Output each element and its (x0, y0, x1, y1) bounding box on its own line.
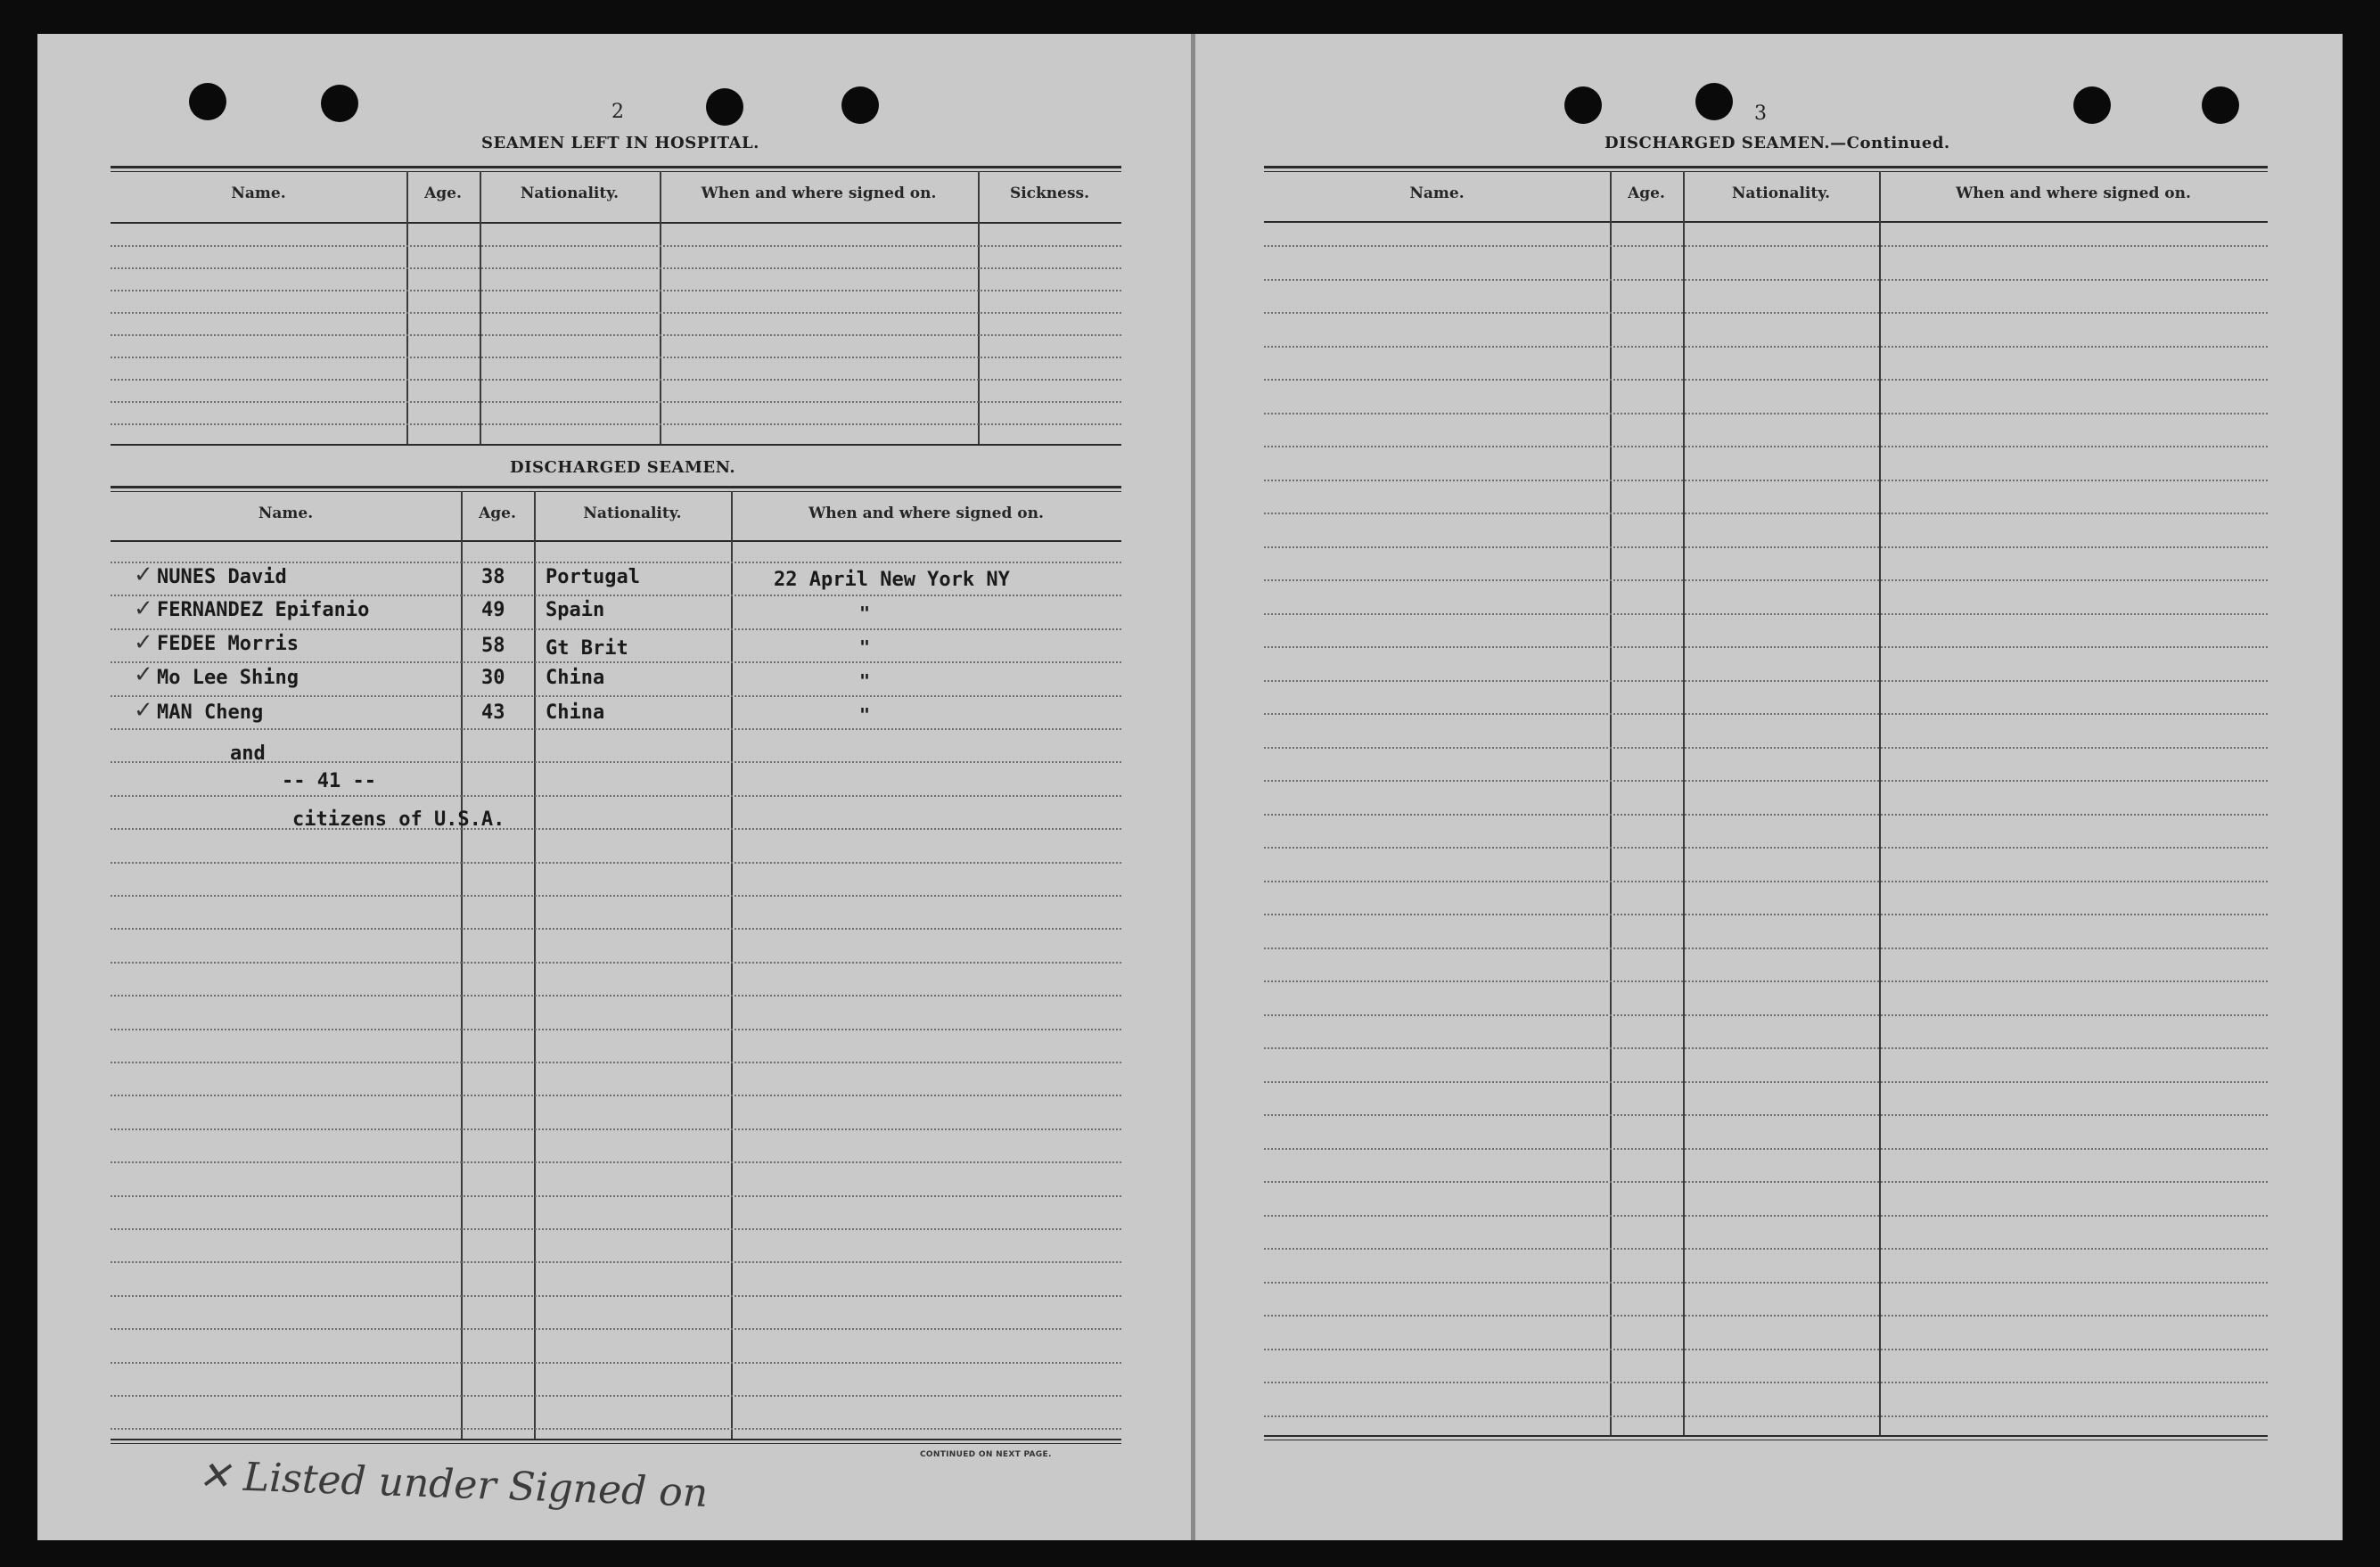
seaman-name: Mo Lee Shing (157, 667, 299, 689)
hospital-col-name: Name. (231, 185, 286, 202)
row-line (111, 423, 1121, 425)
hospital-col-signed-on: When and where signed on. (701, 185, 937, 202)
tick-mark: ✓ (134, 661, 153, 688)
seaman-nationality: Portugal (546, 566, 640, 588)
page-fold (1191, 34, 1195, 1540)
note-and: and (230, 742, 266, 765)
row-line (111, 795, 1121, 797)
row-line (111, 1161, 1121, 1163)
seaman-nationality: China (546, 667, 605, 689)
row-line (111, 895, 1121, 897)
row-line (111, 962, 1121, 964)
seaman-age: 38 (481, 566, 505, 588)
row-line (1264, 413, 2268, 414)
row-line (1264, 579, 2268, 581)
discharged-section-title: DISCHARGED SEAMEN. (510, 458, 736, 477)
hospital-col-nationality: Nationality. (520, 185, 620, 202)
seaman-nationality: Gt Brit (546, 637, 628, 660)
hospital-col-divider (660, 171, 661, 444)
hospital-col-divider (480, 171, 481, 444)
row-line (111, 334, 1121, 336)
row-line (111, 1395, 1121, 1397)
right-col-divider (1610, 171, 1612, 1435)
discharged-col-age: Age. (479, 505, 516, 522)
hospital-top-rule-thin (111, 171, 1121, 172)
row-line (111, 661, 1121, 663)
hospital-top-rule (111, 166, 1121, 168)
row-line (1264, 379, 2268, 381)
row-line (1264, 279, 2268, 281)
hospital-col-sickness: Sickness. (1009, 185, 1090, 202)
hospital-bottom-rule (111, 444, 1121, 446)
row-line (1264, 513, 2268, 514)
row-line (111, 728, 1121, 730)
row-line (111, 1295, 1121, 1297)
row-line (1264, 747, 2268, 749)
discharged-top-rule-thin (111, 491, 1121, 492)
row-line (111, 562, 1121, 563)
punch-hole (2073, 86, 2111, 124)
tick-mark: ✓ (134, 595, 153, 622)
discharged-col-name: Name. (258, 505, 314, 522)
ditto-mark: " (859, 704, 871, 726)
punch-hole (2202, 86, 2239, 124)
row-line (111, 267, 1121, 269)
punch-hole (1695, 83, 1733, 120)
note-count: -- 41 -- (282, 770, 376, 792)
discharged-bottom-rule-thin (111, 1443, 1121, 1444)
seaman-age: 43 (481, 701, 505, 724)
row-line (111, 1362, 1121, 1364)
right-col-divider (1683, 171, 1685, 1435)
row-line (111, 379, 1121, 381)
row-line (1264, 1181, 2268, 1183)
row-line (111, 401, 1121, 403)
row-line (111, 312, 1121, 314)
seaman-age: 30 (481, 667, 505, 689)
continued-note: CONTINUED ON NEXT PAGE. (920, 1450, 1052, 1459)
handwritten-note: ✕ Listed under Signed on (197, 1453, 709, 1516)
hospital-col-divider (978, 171, 980, 444)
page-number-right: 3 (1754, 103, 1767, 125)
row-line (1264, 713, 2268, 715)
hospital-header-rule (111, 222, 1121, 224)
seaman-nationality: China (546, 701, 605, 724)
hospital-col-divider (406, 171, 408, 444)
punch-hole (706, 88, 743, 126)
tick-mark: ✓ (134, 697, 153, 724)
row-line (1264, 680, 2268, 682)
ditto-mark: " (859, 603, 871, 624)
row-line (1264, 1081, 2268, 1083)
row-line (1264, 1047, 2268, 1049)
row-line (111, 290, 1121, 291)
row-line (1264, 546, 2268, 548)
right-col-nationality: Nationality. (1731, 185, 1831, 202)
row-line (1264, 814, 2268, 816)
row-line (111, 357, 1121, 358)
discharged-col-signed-on: When and where signed on. (808, 505, 1044, 522)
row-line (1264, 1014, 2268, 1016)
seaman-age: 58 (481, 635, 505, 657)
right-col-signed-on: When and where signed on. (1956, 185, 2191, 202)
right-col-divider (1879, 171, 1881, 1435)
row-line (1264, 312, 2268, 314)
row-line (111, 1261, 1121, 1263)
discharged-bottom-rule (111, 1439, 1121, 1440)
seaman-nationality: Spain (546, 599, 605, 621)
row-line (1264, 1349, 2268, 1350)
punch-hole (189, 83, 226, 120)
punch-hole (841, 86, 879, 124)
tick-mark: ✓ (134, 629, 153, 656)
row-line (1264, 1282, 2268, 1284)
row-line (1264, 1148, 2268, 1150)
seaman-name: FERNANDEZ Epifanio (157, 599, 370, 621)
row-line (111, 628, 1121, 630)
row-line (1264, 980, 2268, 982)
discharged-col-nationality: Nationality. (583, 505, 682, 522)
right-col-name: Name. (1409, 185, 1465, 202)
right-header-rule (1264, 221, 2268, 223)
right-bottom-rule (1264, 1435, 2268, 1437)
right-top-rule-thin (1264, 171, 2268, 172)
seaman-name: MAN Cheng (157, 701, 264, 724)
row-line (111, 1128, 1121, 1130)
row-line (1264, 245, 2268, 247)
row-line (111, 828, 1121, 830)
ditto-mark: " (859, 636, 871, 658)
row-line (111, 1228, 1121, 1230)
hospital-section-title: SEAMEN LEFT IN HOSPITAL. (481, 134, 759, 152)
page-number-left: 2 (611, 101, 624, 123)
punch-hole (1564, 86, 1602, 124)
row-line (1264, 613, 2268, 615)
row-line (1264, 948, 2268, 949)
row-line (1264, 480, 2268, 481)
row-line (1264, 780, 2268, 782)
row-line (111, 595, 1121, 596)
row-line (1264, 1382, 2268, 1383)
row-line (111, 928, 1121, 930)
row-line (111, 1062, 1121, 1063)
seaman-age: 49 (481, 599, 505, 621)
row-line (1264, 1215, 2268, 1217)
row-line (1264, 446, 2268, 447)
row-line (1264, 1315, 2268, 1317)
row-line (1264, 346, 2268, 348)
row-line (1264, 646, 2268, 648)
tick-mark: ✓ (134, 562, 153, 588)
row-line (111, 995, 1121, 997)
hospital-col-age: Age. (424, 185, 462, 202)
row-line (1264, 1248, 2268, 1250)
row-line (1264, 1114, 2268, 1116)
left-page (37, 34, 1192, 1540)
row-line (111, 695, 1121, 697)
row-line (111, 1428, 1121, 1430)
discharged-header-rule (111, 540, 1121, 542)
seaman-name: NUNES David (157, 566, 287, 588)
right-top-rule (1264, 166, 2268, 168)
row-line (111, 1029, 1121, 1030)
note-citizens: citizens of U.S.A. (292, 808, 505, 831)
ditto-mark: " (859, 670, 871, 692)
row-line (111, 245, 1121, 247)
punch-hole (321, 85, 358, 122)
row-line (111, 1195, 1121, 1197)
discharged-top-rule (111, 486, 1121, 488)
right-section-title: DISCHARGED SEAMEN.—Continued. (1604, 134, 1950, 152)
row-line (111, 862, 1121, 864)
right-col-age: Age. (1628, 185, 1665, 202)
seaman-name: FEDEE Morris (157, 633, 299, 655)
row-line (1264, 881, 2268, 882)
seaman-signed-on: 22 April New York NY (774, 569, 1010, 591)
row-line (111, 1328, 1121, 1330)
row-line (1264, 1415, 2268, 1417)
row-line (111, 1095, 1121, 1096)
row-line (1264, 914, 2268, 915)
row-line (1264, 847, 2268, 849)
